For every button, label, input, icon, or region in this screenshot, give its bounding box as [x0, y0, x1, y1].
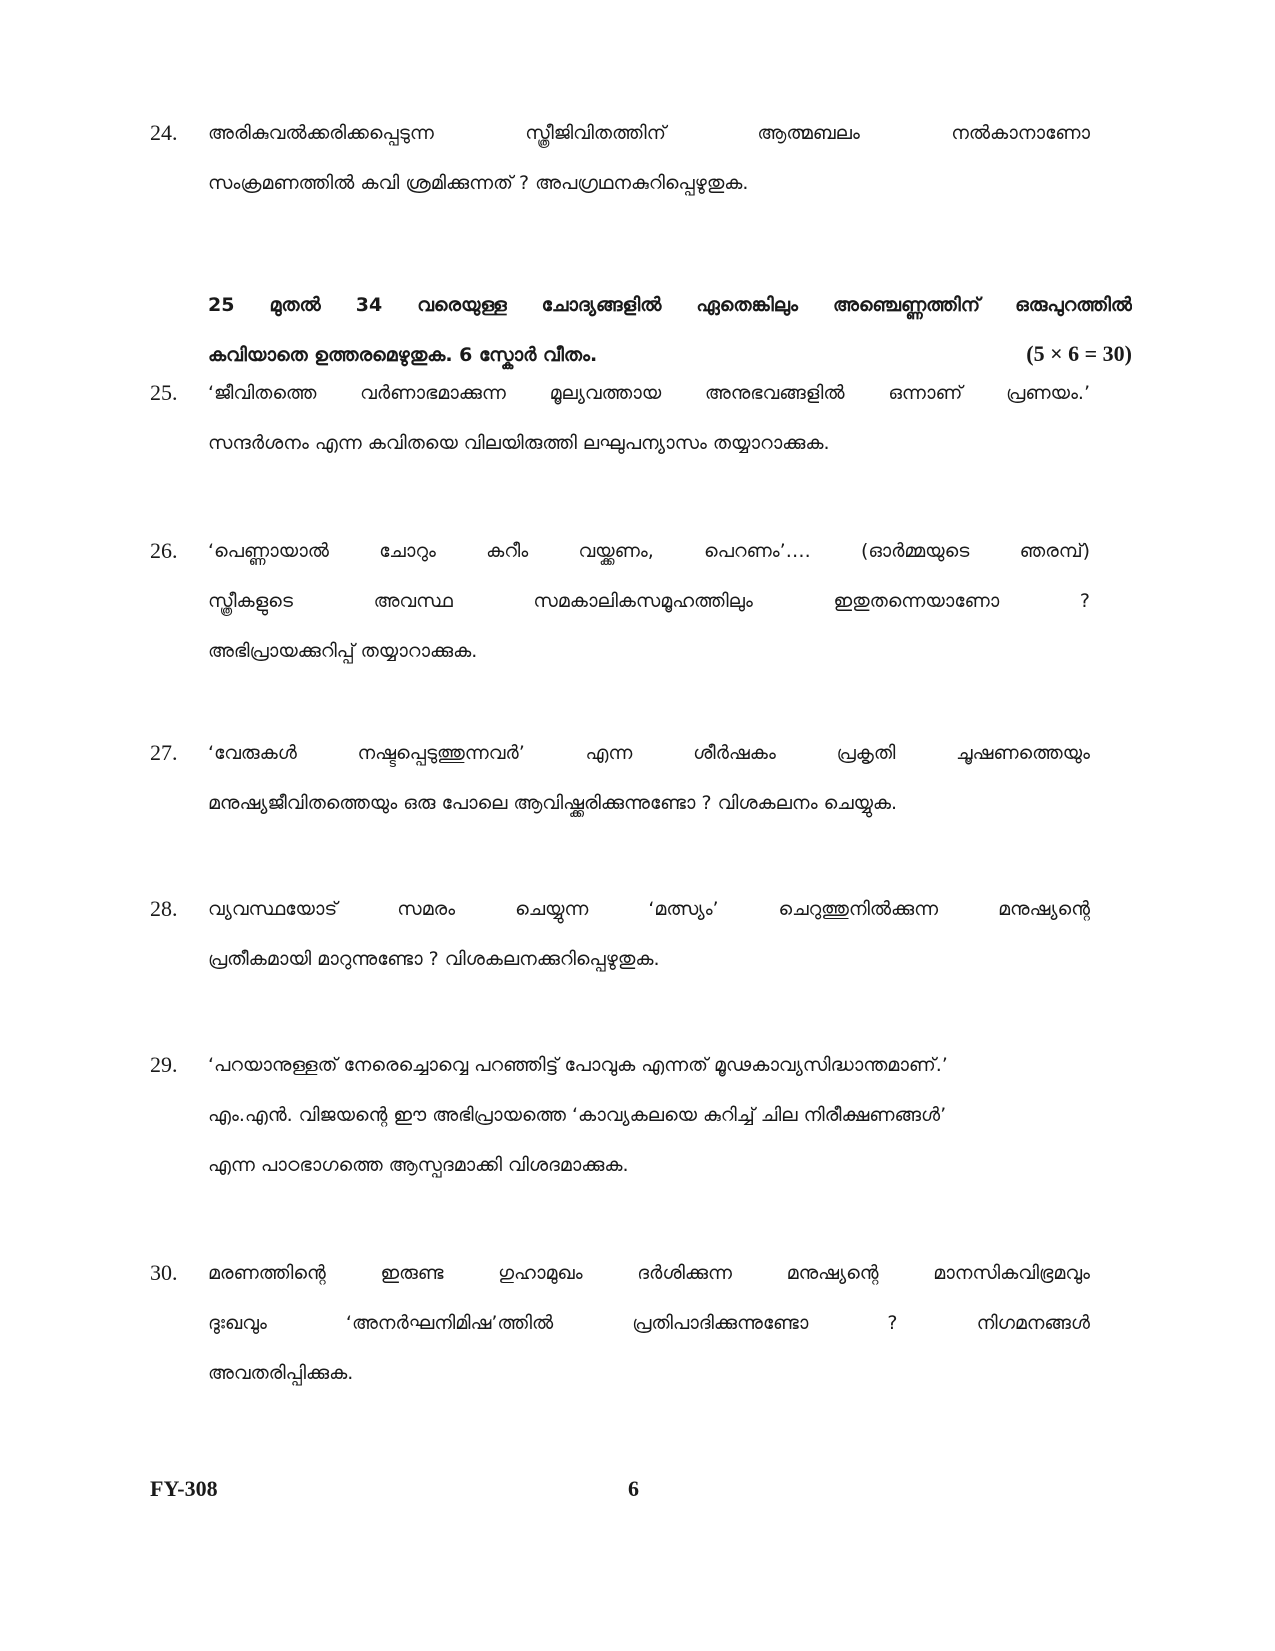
question-number: 27.: [150, 740, 178, 765]
question-line: സന്ദർശനം എന്ന കവിതയെ വിലയിരുത്തി ലഘുപന്യാസം തയ്യാറാക്കുക.: [208, 432, 830, 454]
question-line: മനുഷ്യജീവിതത്തെയും ഒരു പോലെ ആവിഷ്ക്കരിക്കുന്നുണ്ടോ ? വിശകലനം ചെയ്യുക.: [208, 792, 898, 814]
question-line: അവതരിപ്പിക്കുക.: [208, 1362, 354, 1384]
question-line: സ്ത്രീകളുടെ അവസ്ഥ സമകാലികസമൂഹത്തിലും ഇതുതന്നെയാണോ ?: [208, 590, 1090, 612]
instruction-line-1: 25 മുതൽ 34 വരെയുള്ള ചോദ്യങ്ങളിൽ ഏതെങ്കിലും അഞ്ചെണ്ണത്തിന് ഒരുപുറത്തിൽ: [208, 294, 1132, 316]
question-number: 24.: [150, 120, 178, 145]
question-number: 29.: [150, 1052, 178, 1077]
question-number: 26.: [150, 538, 178, 563]
question-line: പ്രതീകമായി മാറുന്നുണ്ടോ ? വിശകലനക്കുറിപ്പെഴുതുക.: [208, 948, 660, 970]
question-line: സംക്രമണത്തിൽ കവി ശ്രമിക്കുന്നത് ? അപഗ്രഥനകുറിപ്പെഴുതുക.: [208, 172, 749, 194]
question-line: ദുഃഖവും ‘അനർഘനിമിഷ’ത്തിൽ പ്രതിപാദിക്കുന്നുണ്ടോ ? നിഗമനങ്ങൾ: [208, 1312, 1090, 1334]
question-line: ‘പറയാനുള്ളത് നേരെച്ചൊവ്വെ പറഞ്ഞിട്ട് പോവുക എന്നത് മൂഢകാവ്യസിദ്ധാന്തമാണ്.’: [208, 1054, 948, 1076]
question-line: ‘ജീവിതത്തെ വർണാഭമാക്കുന്ന മൂല്യവത്തായ അനുഭവങ്ങളിൽ ഒന്നാണ് പ്രണയം.’: [208, 382, 1090, 404]
question-number: 28.: [150, 896, 178, 921]
question-line: അരികുവൽക്കരിക്കപ്പെടുന്ന സ്ത്രീജിവിതത്തിന് ആത്മബലം നൽകാനാണോ: [208, 122, 1090, 144]
section-instruction: [208, 280, 1132, 380]
question-number: 25.: [150, 380, 178, 405]
question-line: വ്യവസ്ഥയോട് സമരം ചെയ്യുന്ന ‘മത്സ്യം’ ചെറുത്തുനിൽക്കുന്ന മനുഷ്യന്റെ: [208, 898, 1090, 920]
question-line: എന്ന പാഠഭാഗത്തെ ആസ്പദമാക്കി വിശദമാക്കുക.: [208, 1154, 629, 1176]
question-line: മരണത്തിന്റെ ഇരുണ്ട ഗുഹാമുഖം ദർശിക്കുന്ന മനുഷ്യന്റെ മാനസികവിഭ്രമവും: [208, 1262, 1090, 1284]
question-line: ‘വേരുകൾ നഷ്ടപ്പെടുത്തുന്നവർ’ എന്ന ശീർഷകം പ്രകൃതി ചൂഷണത്തെയും: [208, 742, 1090, 764]
paper-code: FY-308: [150, 1476, 218, 1501]
question-number: 30.: [150, 1260, 178, 1285]
marks-allocation: (5 × 6 = 30): [1026, 341, 1132, 366]
instruction-line-2: കവിയാതെ ഉത്തരമെഴുതുക. 6 സ്കോർ വീതം.: [208, 344, 598, 366]
question-line: എം.എൻ. വിജയന്റെ ഈ അഭിപ്രായത്തെ ‘കാവ്യകലയെ കുറിച്ച് ചില നിരീക്ഷണങ്ങൾ’: [208, 1104, 947, 1126]
page-number: 6: [628, 1476, 639, 1501]
question-line: അഭിപ്രായക്കുറിപ്പ് തയ്യാറാക്കുക.: [208, 640, 478, 662]
question-line: ‘പെണ്ണായാൽ ചോറും കറീം വയ്ക്കണം, പെറണം’…. (ഓർമ്മയുടെ ഞരമ്പ്): [208, 540, 1090, 562]
